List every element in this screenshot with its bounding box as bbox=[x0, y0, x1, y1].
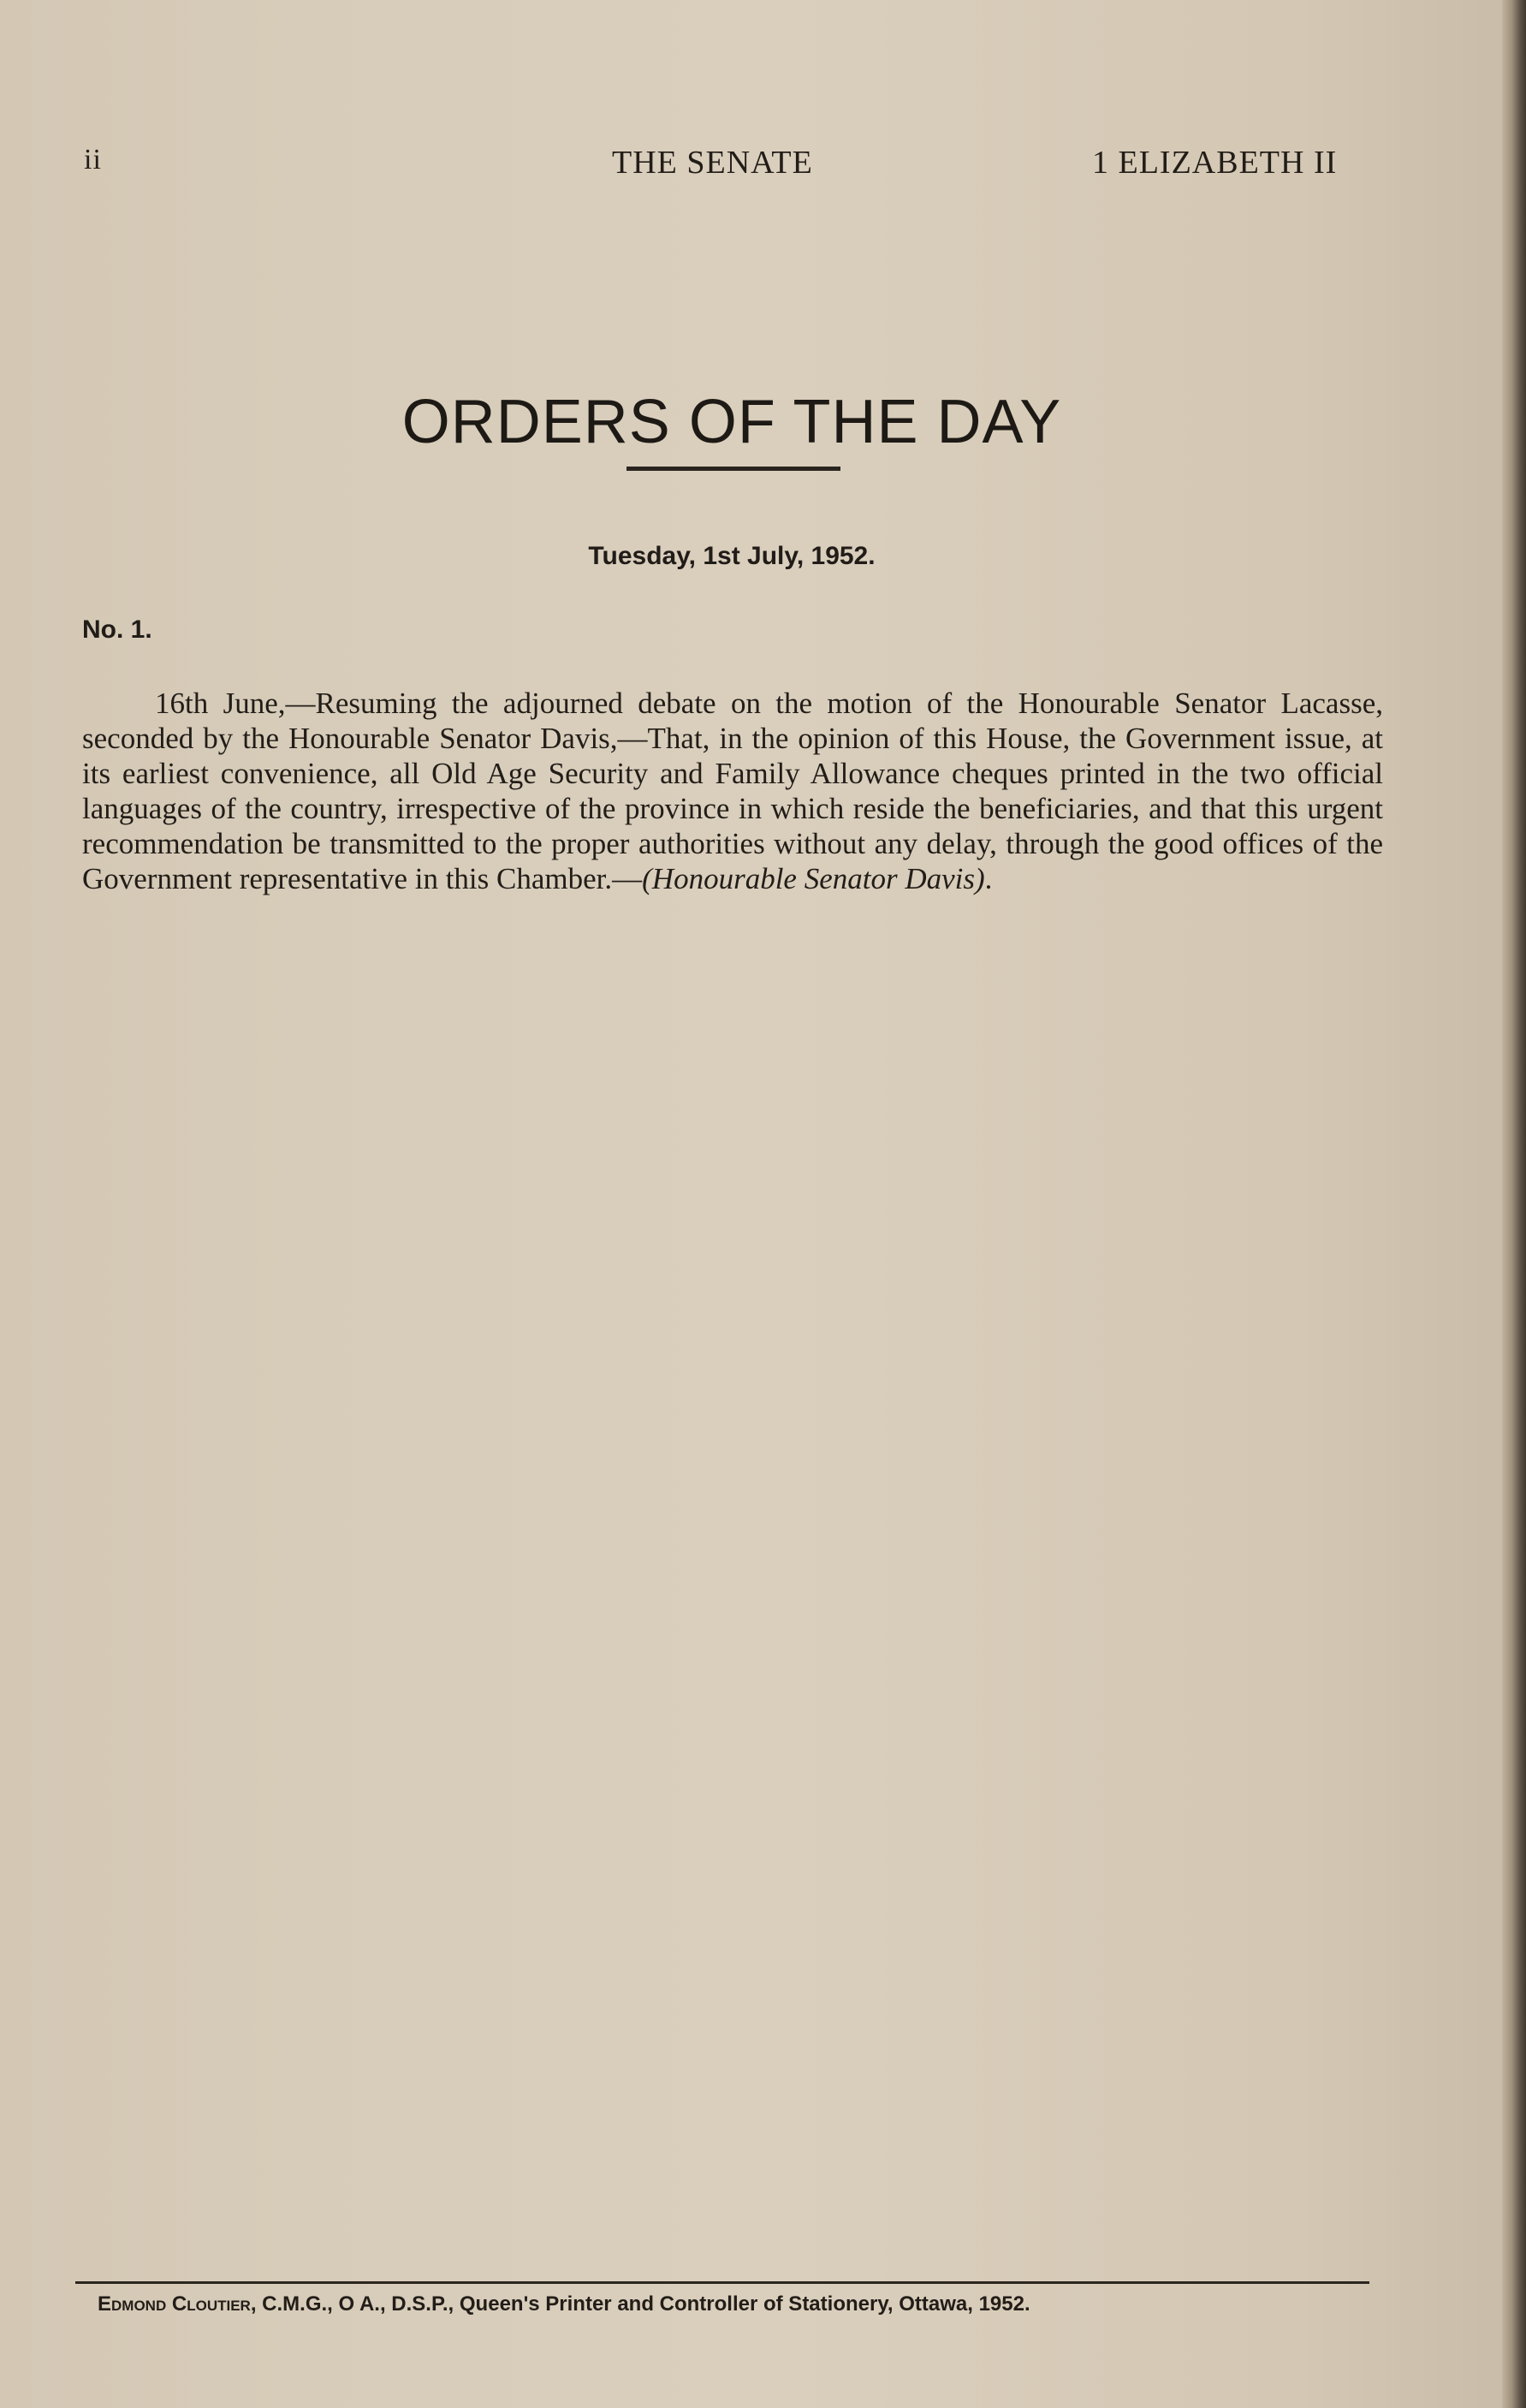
order-item-number: No. 1. bbox=[82, 615, 152, 644]
printer-imprint bbox=[98, 2292, 1030, 2316]
motion-sponsor: (Honourable Senator Davis) bbox=[642, 862, 985, 895]
document-date: Tuesday, 1st July, 1952. bbox=[588, 542, 876, 570]
document-title: ORDERS OF THE DAY bbox=[401, 388, 1062, 457]
title-divider bbox=[626, 467, 840, 471]
page-binding-shadow bbox=[1502, 0, 1526, 2408]
motion-ending: . bbox=[984, 862, 993, 895]
footer-divider bbox=[75, 2281, 1369, 2284]
printer-details: , C.M.G., O A., D.S.P., Queen's Printer and Controller of Stationery, Ottawa, 1952. bbox=[250, 2292, 1030, 2316]
motion-text: 16th June,—Resuming the adjourned debate on the motion of the Honourable Senator Lacasse, seconded by the Honourable Senator Davis,—That, in the opinion of this House, the Government issue, at its earliest convenience, all Old Age Security and Family Allowance cheques printed in the two official languages of the country, irrespective of the province in which reside the beneficiaries, and that this urgent recommendation be transmitted to the proper authorities without any delay, through the good offices of the Government representative in this Chamber.— bbox=[82, 687, 1383, 895]
page-number: ii bbox=[84, 144, 102, 175]
publication-name: THE SENATE bbox=[612, 145, 813, 181]
printer-name: Edmond Cloutier bbox=[98, 2292, 251, 2316]
regnal-year: 1 ELIZABETH II bbox=[1092, 145, 1338, 181]
order-item-text bbox=[82, 686, 1383, 896]
